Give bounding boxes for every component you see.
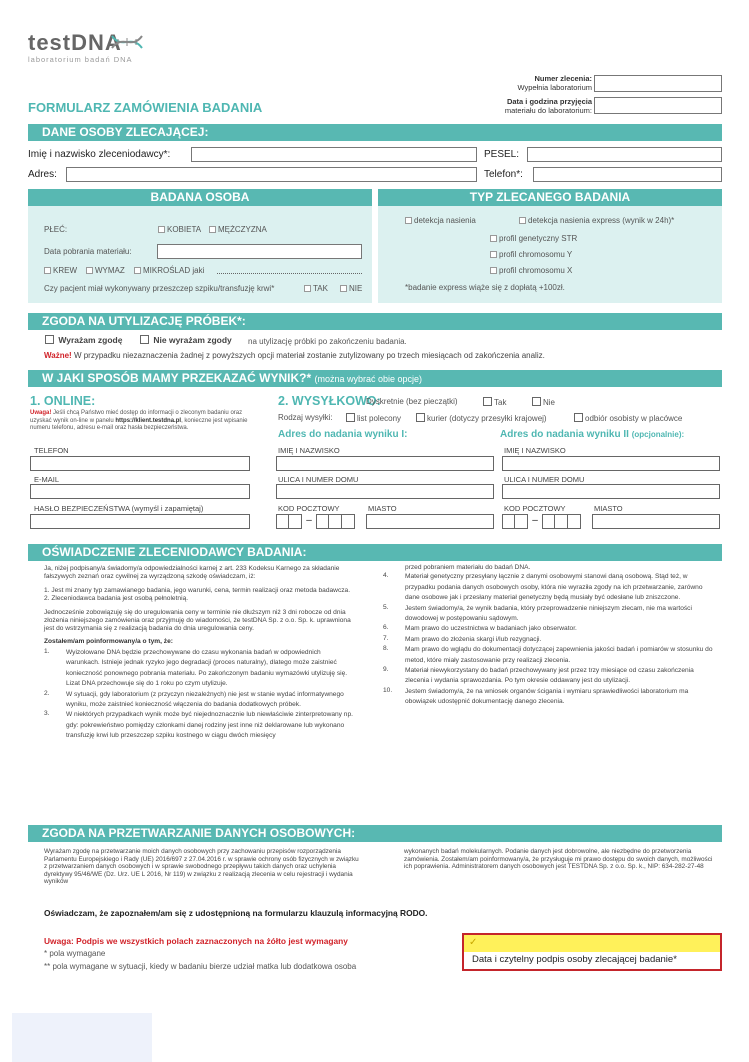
addr2-name-label: IMIĘ I NAZWISKO [504, 446, 566, 455]
section-declaration: OŚWIADCZENIE ZLECENIODAWCY BADANIA: [28, 544, 722, 561]
required-note: * pola wymagane [44, 949, 106, 958]
pesel-label: PESEL: [484, 149, 520, 160]
checkbox[interactable] [532, 397, 541, 406]
section-test-type: TYP ZLECANEGO BADANIA [378, 189, 722, 206]
phone-online-label: TELEFON [34, 446, 69, 455]
addr1-city-label: MIASTO [368, 504, 397, 513]
material-wymaz-option[interactable]: WYMAZ [86, 266, 125, 275]
signature-box[interactable] [462, 933, 722, 971]
pesel-field[interactable] [527, 147, 722, 162]
discreet-no-option[interactable]: Nie [532, 397, 555, 407]
discreet-label: Dyskretnie (bez pieczątki) [366, 397, 458, 406]
transplant-yes-option[interactable]: TAK [304, 284, 328, 293]
list-item: 8. Mam prawo do wglądu do dokumentacji dotyczącej zapewnienia jakości badań i pomiarów w stosunku do metod, które miały zastosowanie przy realizacji zlecenia. [383, 645, 713, 664]
declaration-intro: Ja, niżej podpisany/a świadomy/a odpowiedzialności karnej z art. 233 Kodeksu Karnego za składanie fałszywych zeznań oraz cywilnej za wyrządzoną szkodę oświadczam, iż: [44, 565, 340, 580]
checkbox[interactable] [340, 285, 347, 292]
footer-shade [12, 1013, 152, 1062]
list-item: 6. Mam prawo do uczestnictwa w badaniach jako obserwator. [383, 624, 577, 633]
phone-field[interactable] [533, 167, 722, 182]
digit-box[interactable] [342, 514, 355, 529]
checkbox[interactable] [574, 413, 583, 422]
addr1-name-field[interactable] [276, 456, 494, 471]
disposal-tail: na utylizację próbki po zakończeniu badania. [248, 337, 407, 346]
order-number-field[interactable] [594, 75, 722, 92]
password-label: HASŁO BEZPIECZEŃSTWA (wymyśl i zapamiętaj) [34, 504, 204, 513]
checkbox[interactable] [140, 335, 149, 344]
material-mikro-option[interactable]: MIKROŚLAD jaki [134, 266, 204, 275]
addr1-city-field[interactable] [366, 514, 494, 529]
checkbox[interactable] [304, 285, 311, 292]
logo: testDNA [28, 30, 122, 55]
declaration-point-2: 2. Zleceniodawca badania jest osobą pełnoletnią. [44, 595, 189, 602]
addr2-street-label: ULICA I NUMER DOMU [504, 475, 585, 484]
checkbox[interactable] [209, 226, 216, 233]
list-item: 5. Jestem świadomy/a, że wynik badania, który przeprowadzenie niniejszym zlecam, nie ma wartości dowodowej w postępowaniu sądowym. [383, 603, 692, 622]
checkbox[interactable] [134, 267, 141, 274]
checkbox[interactable] [490, 267, 497, 274]
signature-field[interactable] [464, 935, 720, 952]
email-label: E-MAIL [34, 475, 60, 484]
address2-heading: Adres do nadania wyniku II (opcjonalnie): [500, 429, 685, 440]
list-item: 10. Jestem świadomy/a, że na wniosek organów ścigania i wymiaru sprawiedliwości laboratorium ma obowiązek udostępnić dokumentację danego zlecenia. [383, 686, 689, 706]
logo-subtitle: laboratorium badań DNA [28, 55, 133, 64]
name-field[interactable] [191, 147, 477, 162]
digit-box[interactable] [316, 514, 329, 529]
sex-man-option[interactable]: MĘŻCZYZNA [209, 225, 267, 234]
sex-woman-option[interactable]: KOBIETA [158, 225, 201, 234]
password-field[interactable] [30, 514, 250, 529]
data-consent-right: wykonanych badań molekularnych. Podanie danych jest dobrowolne, ale niezbędne do przetworzenia zamówienia. Zostałem/am poinformowany/a, że przysługuje mi prawo dostępu do swoich danych, możliwości ich poprawienia. Administratorem danych osobowych jest TESTDNA Sp. z o.o. Sp. k., NIP: 634-282-27-48 [404, 848, 713, 871]
address-label: Adres: [28, 169, 57, 180]
shipping-registered-option[interactable]: list polecony [346, 413, 401, 423]
dna-helix-icon [110, 32, 150, 52]
digit-box[interactable] [555, 514, 568, 529]
online-note: Uwaga! Jeśli chcą Państwo mieć dostęp do informacji o zleconym badaniu oraz uzyskać wynik on-line w panelu https://klient.testdna.pl, konieczne jest wpisanie numeru telefonu, adresu e-mail oraz hasła bezpieczeństwa. [30, 410, 248, 431]
declaration-informed: Zostałem/am poinformowany/a o tym, że: [44, 638, 173, 645]
digit-box[interactable] [329, 514, 342, 529]
addr2-postcode-field[interactable] [502, 514, 581, 529]
checkbox[interactable] [490, 235, 497, 242]
declaration-left [44, 565, 354, 742]
section-result-delivery: W JAKI SPOSÓB MAMY PRZEKAZAĆ WYNIK?* (można wybrać obie opcje) [28, 370, 722, 387]
rodo-statement: Oświadczam, że zapoznałem/am się z udostępnioną na formularzu klauzulą informacyjną RODO. [44, 908, 428, 918]
declaration-payment: Jednocześnie zobowiązuję się do uregulowania ceny w terminie nie dłuższym niż 3 dni robocze od dnia złożenia niniejszego zamówienia oraz przyjmuję do wiadomości, że testDNA Sp. z o.o. Sp. k. uprawniona jest do wstrzymania się z realizacją badania do dnia uregulowania ceny. [44, 609, 351, 632]
digit-box[interactable] [515, 514, 528, 529]
section-disposal-consent: ZGODA NA UTYLIZACJĘ PRÓBEK*: [28, 313, 722, 330]
disposal-warning: Ważne! W przypadku niezaznaczenia żadnej z powyższych opcji materiał zostanie zutylizowany po trzech miesiącach od zakończenia analiz. [44, 351, 545, 360]
material-date-field[interactable] [157, 244, 362, 259]
address1-heading: Adres do nadania wyniku I: [278, 429, 408, 440]
list-item: 7. Mam prawo do złożenia skargi i/lub rezygnacji. [383, 634, 542, 643]
required-note-2: ** pola wymagane w sytuacji, kiedy w badaniu bierze udział matka lub dodatkowa osoba [44, 962, 357, 971]
date-received-label: Data i godzina przyjęcia materiału do laboratorium: [504, 97, 592, 115]
date-received-field[interactable] [594, 97, 722, 114]
disposal-agree-option[interactable]: Wyrażam zgodę [45, 335, 122, 345]
order-number-label: Numer zlecenia: Wypełnia laboratorium [517, 74, 592, 92]
data-consent-left: Wyrażam zgodę na przetwarzanie moich danych osobowych przy zachowaniu przepisów rozporządzenia Parlamentu Europejskiego i Rady (UE) 2016/697 z 27.04.2016 r. w sprawie ochrony osób fizycznych w związku z przetwarzaniem danych osobowych i w sprawie swobodnego przepływu takich danych oraz uchylenia dyrektywy 95/46/WE (Dz. Urz. UE L 2016, Nr 119) w związku z realizacją zlecenia w celu rejestracji i wydania wyników [44, 848, 359, 886]
checkbox[interactable] [86, 267, 93, 274]
checkbox[interactable] [483, 397, 492, 406]
checkbox[interactable] [158, 226, 165, 233]
type-option-4[interactable]: profil chromosomu X [490, 266, 572, 275]
material-other-line[interactable] [217, 273, 362, 274]
addr1-postcode-label: KOD POCZTOWY [278, 504, 340, 513]
addr1-name-label: IMIĘ I NAZWISKO [278, 446, 340, 455]
check-icon: ✓ [469, 937, 478, 948]
name-label: Imię i nazwisko zleceniodawcy*: [28, 149, 171, 160]
addr1-street-field[interactable] [276, 484, 494, 499]
postcode-dash: – [306, 515, 312, 526]
addr2-postcode-label: KOD POCZTOWY [504, 504, 566, 513]
post-heading: 2. WYSYŁKOWO: [278, 394, 381, 408]
digit-box[interactable] [289, 514, 302, 529]
signature-warning: Uwaga: Podpis we wszystkich polach zaznaczonych na żółto jest wymagany [44, 936, 348, 946]
postcode-dash: – [532, 515, 538, 526]
declaration-right [383, 564, 718, 708]
express-note: *badanie express wiąże się z dopłatą +100zł. [405, 283, 565, 292]
addr2-street-field[interactable] [502, 484, 720, 499]
address-field[interactable] [66, 167, 477, 182]
sex-label: PŁEĆ: [44, 225, 68, 234]
checkbox[interactable] [346, 413, 355, 422]
list-item: 2. W sytuacji, gdy laboratorium (z przyczyn niezależnych) nie jest w stanie wydać informatywnego wyniku, może zaistnieć konieczność włączenia do badania dodatkowych próbek. [44, 689, 344, 709]
declaration-continuation: przed pobraniem materiału do badań DNA. [405, 564, 531, 571]
transplant-no-option[interactable]: NIE [340, 284, 362, 293]
checkbox[interactable] [416, 413, 425, 422]
checkbox[interactable] [519, 217, 526, 224]
addr2-city-field[interactable] [592, 514, 720, 529]
type-option-1[interactable]: detekcja nasienia express (wynik w 24h)* [519, 216, 674, 225]
shipping-courier-option[interactable]: kurier (dotyczy przesyłki krajowej) [416, 413, 547, 423]
checkbox[interactable] [44, 267, 51, 274]
declaration-point-1: 1. Jest mi znany typ zamawianego badania, jego warunki, cena, termin realizacji oraz metoda badawcza. [44, 587, 351, 594]
addr1-street-label: ULICA I NUMER DOMU [278, 475, 359, 484]
transplant-question: Czy pacjent miał wykonywany przeszczep szpiku/transfuzję krwi* [44, 284, 275, 293]
list-item: 4. Materiał genetyczny przesyłany łącznie z danymi osobowymi stanowi daną osobową. Stąd też, w przypadku podania danych osobowych osoby, która nie wyraziła zgody na ich przetwarzanie, zarówno dane osobowe jak i przesłany materiał genetyczny będą musiały być odesłane lub zniszczone. [383, 572, 703, 602]
page-title: FORMULARZ ZAMÓWIENIA BADANIA [28, 100, 263, 115]
email-field[interactable] [30, 484, 250, 499]
phone-label: Telefon*: [484, 169, 523, 180]
list-item: 9. Materiał niewykorzystany do badań przechowywany jest przez trzy miesiące od czasu zakończenia zlecenia i wydania sprawozdania. Po tym okresie oddawany jest do utylizacji. [383, 665, 694, 685]
shipping-pickup-option[interactable]: odbiór osobisty w placówce [574, 413, 682, 423]
digit-box[interactable] [502, 514, 515, 529]
discreet-yes-option[interactable]: Tak [483, 397, 506, 407]
material-date-label: Data pobrania materiału: [44, 247, 132, 256]
online-heading: 1. ONLINE: [30, 394, 96, 408]
material-krew-option[interactable]: KREW [44, 266, 77, 275]
list-item: 1. Wyizolowane DNA będzie przechowywane do czasu wykonania badań w odpowiednich warunkach. Istnieje jednak ryzyko jego degradacji (proces naturalny), dlatego może zaistnieć konieczność ponownego pobrania materiału. Po zakończonym badaniu wymazówki utylizuję się. Lizat DNA przechowuje się do 1 roku po czym utylizuje. [44, 648, 348, 688]
list-item: 3. W niektórych przypadkach wynik może być niejednoznacznie lub niewłaściwie zinterpretowany np. gdy: pokrewieństwo pomiędzy członkami danej rodziny jest inne niż deklarowane lub wykonano transfuzję krwi lub przeszczep szpiku kostnego w ciągu dwóch miesięcy [44, 710, 353, 740]
addr2-city-label: MIASTO [594, 504, 623, 513]
digit-box[interactable] [276, 514, 289, 529]
section-ordering-person: DANE OSOBY ZLECAJĄCEJ: [28, 124, 722, 141]
type-option-0[interactable]: detekcja nasienia [405, 216, 476, 225]
type-option-2[interactable]: profil genetyczny STR [490, 234, 577, 243]
checkbox[interactable] [45, 335, 54, 344]
signature-label: Data i czytelny podpis osoby zlecającej badanie* [472, 954, 677, 965]
type-option-3[interactable]: profil chromosomu Y [490, 250, 572, 259]
addr2-name-field[interactable] [502, 456, 720, 471]
section-data-processing: ZGODA NA PRZETWARZANIE DANYCH OSOBOWYCH: [28, 825, 722, 842]
checkbox[interactable] [405, 217, 412, 224]
phone-online-field[interactable] [30, 456, 250, 471]
checkbox[interactable] [490, 251, 497, 258]
section-patient: BADANA OSOBA [28, 189, 372, 206]
digit-box[interactable] [542, 514, 555, 529]
addr1-postcode-field[interactable] [276, 514, 355, 529]
disposal-disagree-option[interactable]: Nie wyrażam zgody [140, 335, 232, 345]
digit-box[interactable] [568, 514, 581, 529]
shipping-type-label: Rodzaj wysyłki: [278, 413, 333, 422]
